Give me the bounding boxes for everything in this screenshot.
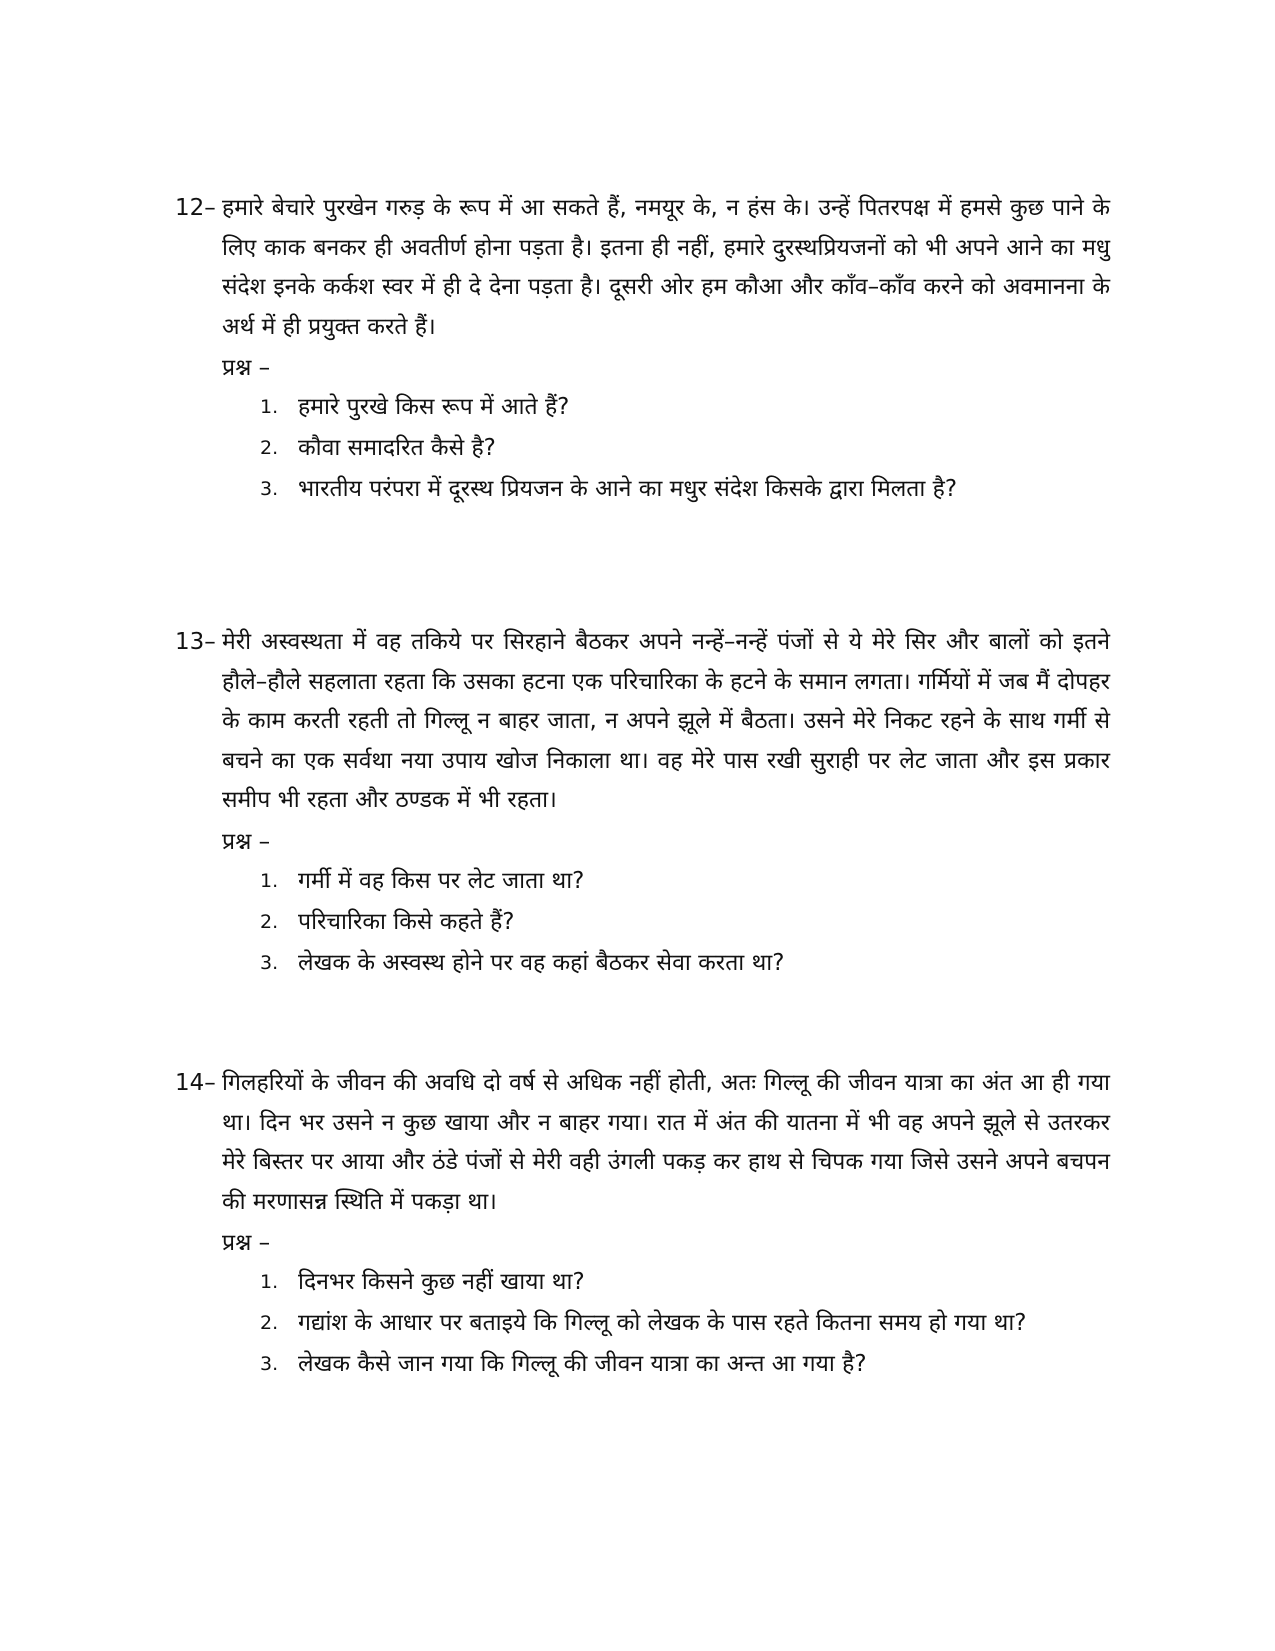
passage-section-12 <box>175 189 1110 511</box>
question-label: प्रश्न – <box>222 355 271 382</box>
question-item <box>260 862 1110 901</box>
question-number: 3. <box>260 478 279 501</box>
question-text: दिनभर किसने कुछ नहीं खाया था? <box>298 1269 585 1296</box>
section-number: 13– <box>175 629 216 655</box>
section-number: 12– <box>175 195 216 221</box>
passage-paragraph <box>175 623 1110 821</box>
question-item <box>260 1304 1110 1343</box>
question-item <box>260 429 1110 468</box>
question-number: 1. <box>260 869 279 892</box>
question-text: लेखक के अस्वस्थ होने पर वह कहां बैठकर सेवा करता था? <box>298 949 785 976</box>
question-label: प्रश्न – <box>222 1230 271 1257</box>
question-text: भारतीय परंपरा में दूरस्थ प्रियजन के आने का मधुर संदेश किसके द्वारा मिलता है? <box>298 476 958 503</box>
question-number: 2. <box>260 910 279 933</box>
question-item <box>260 944 1110 983</box>
question-text: गर्मी में वह किस पर लेट जाता था? <box>298 867 585 894</box>
question-item <box>260 1345 1110 1384</box>
passage-text: मेरी अस्वस्थता में वह तकिये पर सिरहाने बैठकर अपने नन्हें–नन्हें पंजों से ये मेरे सिर और बालों को इतने हौले–हौले सहलाता रहता कि उसका हटना एक परिचारिका के हटने के समान लगता। गर्मियों में जब मैं दोपहर के काम करती रहती तो गिल्लू न बाहर जाता, न अपने झूले में बैठता। उसने मेरे निकट रहने के साथ गर्मी से बचने का एक सर्वथा नया उपाय खोज निकाला था। वह मेरे पास रखी सुराही पर लेट जाता और इस प्रकार समीप भी रहता और ठण्डक में भी रहता। <box>222 629 1110 814</box>
question-text: कौवा समादरित कैसे है? <box>298 435 496 462</box>
question-item <box>260 388 1110 427</box>
section-number: 14– <box>175 1070 216 1096</box>
question-item <box>260 1263 1110 1302</box>
question-list <box>175 1263 1110 1384</box>
question-label: प्रश्न – <box>222 828 271 855</box>
question-list <box>175 862 1110 983</box>
question-text: लेखक कैसे जान गया कि गिल्लू की जीवन यात्रा का अन्त आ गया है? <box>298 1351 867 1378</box>
question-item <box>260 470 1110 509</box>
question-number: 2. <box>260 1312 279 1335</box>
question-list <box>175 388 1110 509</box>
question-text: परिचारिका किसे कहते हैं? <box>298 908 515 935</box>
question-item <box>260 903 1110 942</box>
passage-paragraph <box>175 189 1110 347</box>
passage-text: गिलहरियों के जीवन की अवधि दो वर्ष से अधिक नहीं होती, अतः गिल्लू की जीवन यात्रा का अंत आ ही गया था। दिन भर उसने न कुछ खाया और न बाहर गया। रात में अंत की यातना में भी वह अपने झूले से उतरकर मेरे बिस्तर पर आया और ठंडे पंजों से मेरी वही उंगली पकड़ कर हाथ से चिपक गया जिसे उसने अपने बचपन की मरणासन्न स्थिति में पकड़ा था। <box>222 1070 1110 1215</box>
question-number: 3. <box>260 951 279 974</box>
question-number: 2. <box>260 437 279 460</box>
passage-paragraph <box>175 1064 1110 1222</box>
passage-text: हमारे बेचारे पुरखेन गरुड़ के रूप में आ सकते हैं, नमयूर के, न हंस के। उन्हें पितरपक्ष में हमसे कुछ पाने के लिए काक बनकर ही अवतीर्ण होना पड़ता है। इतना ही नहीं, हमारे दुरस्थप्रियजनों को भी अपने आने का मधु संदेश इनके कर्कश स्वर में ही दे देना पड़ता है। दूसरी ओर हम कौआ और काँव–काँव करने को अवमानना के अर्थ में ही प्रयुक्त करते हैं। <box>222 195 1110 340</box>
question-number: 1. <box>260 1271 279 1294</box>
passage-section-14 <box>175 1064 1110 1386</box>
passage-section-13 <box>175 623 1110 985</box>
question-number: 1. <box>260 396 279 419</box>
question-text: हमारे पुरखे किस रूप में आते हैं? <box>298 394 570 421</box>
question-text: गद्यांश के आधार पर बताइये कि गिल्लू को लेखक के पास रहते कितना समय हो गया था? <box>298 1310 1027 1337</box>
question-number: 3. <box>260 1353 279 1376</box>
